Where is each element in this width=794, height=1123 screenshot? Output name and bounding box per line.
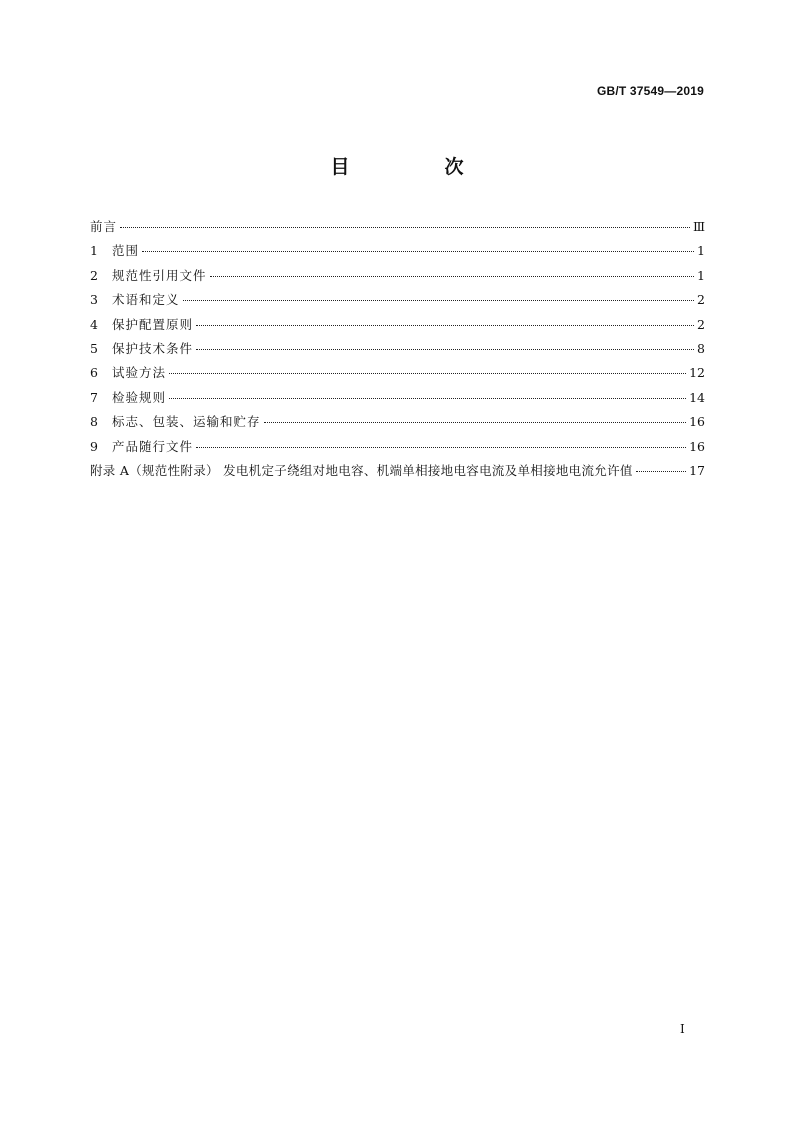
toc-section-number: 1 <box>90 243 98 259</box>
toc-section-number: 8 <box>90 414 98 430</box>
toc-section-number: 4 <box>90 316 98 332</box>
toc-section-number: 6 <box>90 365 98 381</box>
leader-dots <box>169 373 686 374</box>
toc-section-number: 7 <box>90 389 98 405</box>
toc-page-number: 1 <box>697 243 705 259</box>
leader-dots <box>120 227 690 228</box>
toc-page-number: 14 <box>689 389 705 405</box>
toc-page-number: 16 <box>689 414 705 430</box>
toc-entry-test-methods[interactable] <box>90 363 705 387</box>
toc-entry-inspection-rules[interactable] <box>90 388 705 412</box>
toc-label: 保护技术条件 <box>112 340 194 356</box>
toc-section-number: 2 <box>90 267 98 283</box>
page-title: 目 次 <box>330 156 502 178</box>
leader-dots <box>169 398 686 399</box>
leader-dots <box>210 276 694 277</box>
toc-label: 术语和定义 <box>112 292 180 308</box>
toc-entry-product-documents[interactable] <box>90 437 705 461</box>
toc-entry-foreword[interactable] <box>90 217 705 241</box>
leader-dots <box>264 422 687 423</box>
standard-code: GB/T 37549—2019 <box>596 84 704 98</box>
toc-page-number: 12 <box>689 365 705 381</box>
leader-dots <box>183 300 694 301</box>
toc-page-number: 17 <box>689 462 705 478</box>
leader-dots <box>636 471 686 472</box>
toc-entry-terms-definitions[interactable] <box>90 290 705 314</box>
toc-page-number: 1 <box>697 267 705 283</box>
page-number: I <box>680 1022 685 1036</box>
toc-label: 范围 <box>112 243 140 259</box>
toc-label: 附录 A（规范性附录） 发电机定子绕组对地电容、机端单相接地电容电流及单相接地电流允许值 <box>90 462 633 478</box>
toc-entry-marking-packaging[interactable] <box>90 412 705 436</box>
toc-entry-protection-principles[interactable] <box>90 315 705 339</box>
toc-entry-appendix-a[interactable] <box>90 461 705 485</box>
toc-section-number: 3 <box>90 292 98 308</box>
toc-page-number: 16 <box>689 438 705 454</box>
toc-label: 前言 <box>90 219 118 234</box>
toc-section-number: 9 <box>90 438 98 454</box>
toc-label: 检验规则 <box>112 389 167 405</box>
toc-label: 产品随行文件 <box>112 438 194 454</box>
toc-page-number: 8 <box>697 340 705 356</box>
leader-dots <box>196 349 694 350</box>
toc-page-number: 2 <box>697 316 705 332</box>
toc-entry-normative-references[interactable] <box>90 266 705 290</box>
toc-label: 试验方法 <box>112 365 167 381</box>
leader-dots <box>196 447 686 448</box>
toc-page-number: Ⅲ <box>692 219 705 234</box>
toc-label: 规范性引用文件 <box>112 267 207 283</box>
toc-entry-scope[interactable] <box>90 241 705 265</box>
toc-page-number: 2 <box>697 292 705 308</box>
toc-section-number: 5 <box>90 340 98 356</box>
toc-label: 标志、包装、运输和贮存 <box>112 414 261 430</box>
leader-dots <box>142 251 694 252</box>
toc-entry-technical-conditions[interactable] <box>90 339 705 363</box>
toc-label: 保护配置原则 <box>112 316 194 332</box>
table-of-contents <box>90 217 705 485</box>
leader-dots <box>196 325 694 326</box>
